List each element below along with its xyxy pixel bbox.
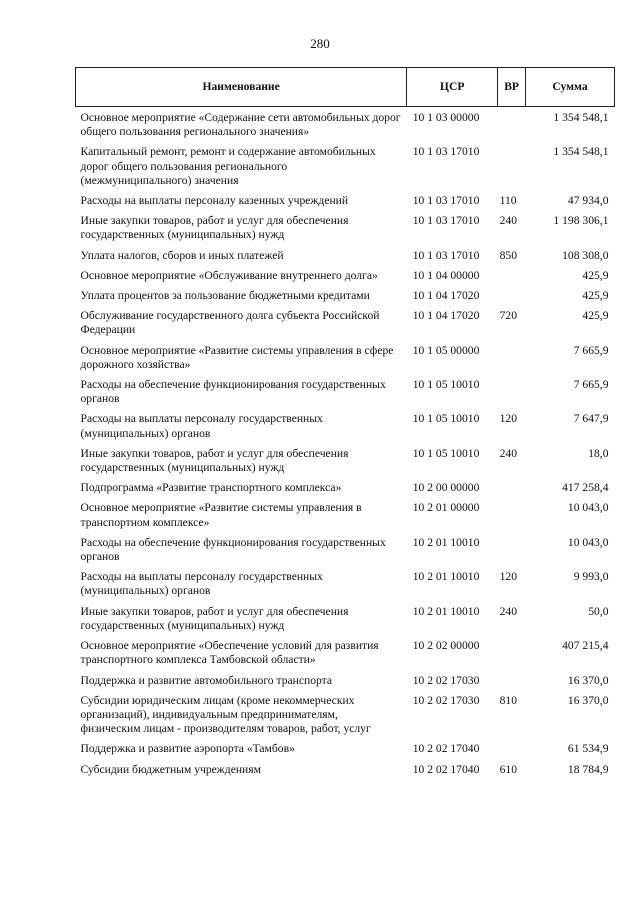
header-csr: ЦСР [407, 68, 498, 107]
table-row [76, 481, 615, 501]
row-csr-cell: 10 1 04 17020 [412, 289, 480, 303]
row-name-cell: Иные закупки товаров, работ и услуг для обеспечения государственных (муниципальных) нужд [80, 214, 349, 242]
row-name-cell: Основное мероприятие «Развитие системы управления в транспортном комплексе» [80, 501, 362, 529]
row-vr-cell [498, 742, 526, 762]
row-sum-cell: 50,0 [588, 604, 609, 618]
row-sum-cell: 18 784,9 [567, 762, 609, 776]
row-vr-cell: 610 [499, 762, 518, 776]
row-name-cell: Субсидии юридическим лицам (кроме некоммерческих организаций), индивидуальным предпринимателям, физическим лицам - производителям товаров, работ, услуг [80, 693, 371, 736]
row-csr-cell: 10 1 05 10010 [412, 446, 480, 460]
table-row [76, 309, 615, 343]
row-vr-cell [498, 344, 526, 378]
row-csr-cell: 10 1 03 17010 [412, 145, 480, 159]
row-sum-cell: 7 647,9 [573, 412, 609, 426]
table-row [76, 763, 615, 783]
row-csr-cell: 10 2 01 10010 [412, 570, 480, 584]
row-vr-cell: 120 [499, 412, 518, 426]
table-row [76, 412, 615, 446]
row-name-cell: Субсидии бюджетным учреждениям [80, 762, 261, 776]
row-vr-cell [498, 107, 526, 146]
row-csr-cell: 10 1 05 10010 [412, 378, 480, 392]
row-sum-cell: 10 043,0 [567, 535, 609, 549]
row-name-cell: Обслуживание государственного долга субъекта Российской Федерации [80, 309, 380, 337]
row-name-cell: Расходы на выплаты персоналу государственных (муниципальных) органов [80, 412, 323, 440]
table-row [76, 605, 615, 639]
row-csr-cell: 10 2 02 17040 [412, 762, 480, 776]
row-vr-cell [498, 639, 526, 673]
row-sum-cell: 16 370,0 [567, 693, 609, 707]
row-name-cell: Иные закупки товаров, работ и услуг для обеспечения государственных (муниципальных) нужд [80, 604, 349, 632]
row-csr-cell: 10 1 03 00000 [412, 111, 480, 124]
table-row [76, 674, 615, 694]
row-name-cell: Поддержка и развитие автомобильного транспорта [80, 673, 333, 687]
table-row [76, 194, 615, 214]
row-csr-cell: 10 2 01 10010 [412, 604, 480, 618]
row-name-cell: Уплата процентов за пользование бюджетными кредитами [80, 289, 370, 303]
row-name-cell: Основное мероприятие «Содержание сети автомобильных дорог общего пользования регионального значения» [80, 111, 401, 139]
table-row [76, 742, 615, 762]
row-csr-cell: 10 1 05 00000 [412, 343, 480, 357]
header-sum: Сумма [526, 68, 615, 107]
row-name-cell: Основное мероприятие «Развитие системы управления в сфере дорожного хозяйства» [80, 343, 394, 371]
row-sum-cell: 47 934,0 [567, 194, 609, 208]
row-name-cell: Капитальный ремонт, ремонт и содержание автомобильных дорог общего пользования регионального (межмуниципального) значения [80, 145, 376, 187]
table-row [76, 378, 615, 412]
row-name-cell: Расходы на выплаты персоналу казенных учреждений [80, 194, 349, 208]
table-row [76, 501, 615, 535]
row-name-cell: Поддержка и развитие аэропорта «Тамбов» [80, 742, 295, 756]
row-csr-cell: 10 1 03 17010 [412, 248, 480, 262]
row-sum-cell: 1 354 548,1 [553, 111, 609, 124]
row-csr-cell: 10 1 04 17020 [412, 309, 480, 323]
table-row [76, 694, 615, 743]
row-name-cell: Расходы на выплаты персоналу государственных (муниципальных) органов [80, 570, 323, 598]
row-sum-cell: 61 534,9 [567, 742, 609, 756]
row-sum-cell: 407 215,4 [562, 639, 609, 653]
page-number: 280 [310, 36, 330, 51]
row-vr-cell [498, 501, 526, 535]
row-sum-cell: 425,9 [582, 289, 609, 303]
row-name-cell: Расходы на обеспечение функционирования государственных органов [80, 535, 386, 564]
row-vr-cell: 240 [499, 214, 518, 228]
row-vr-cell [498, 289, 526, 309]
row-csr-cell: 10 2 02 17030 [412, 693, 480, 707]
row-vr-cell: 850 [499, 248, 518, 262]
header-name: Наименование [76, 68, 407, 107]
row-csr-cell: 10 1 05 10010 [412, 412, 480, 426]
table-row [76, 145, 615, 194]
budget-table [75, 67, 615, 783]
row-csr-cell: 10 2 01 00000 [412, 501, 480, 515]
row-csr-cell: 10 2 02 17030 [412, 673, 480, 687]
row-vr-cell: 120 [499, 570, 518, 584]
row-sum-cell: 7 665,9 [573, 378, 609, 392]
row-sum-cell: 1 354 548,1 [553, 145, 609, 159]
table-row [76, 344, 615, 378]
table-row [76, 249, 615, 269]
row-vr-cell [498, 378, 526, 412]
row-csr-cell: 10 1 03 17010 [412, 194, 480, 208]
row-name-cell: Расходы на обеспечение функционирования государственных органов [80, 378, 386, 406]
table-row [76, 570, 615, 604]
row-vr-cell [498, 481, 526, 501]
row-sum-cell: 417 258,4 [562, 481, 609, 495]
row-name-cell: Основное мероприятие «Обслуживание внутреннего долга» [80, 268, 378, 282]
row-sum-cell: 9 993,0 [573, 570, 609, 584]
row-vr-cell [498, 145, 526, 194]
header-vr: ВР [498, 68, 526, 107]
table-header [76, 68, 615, 107]
row-vr-cell: 810 [499, 693, 518, 707]
row-vr-cell [498, 269, 526, 289]
table-row [76, 289, 615, 309]
row-csr-cell: 10 1 04 00000 [412, 268, 480, 282]
row-name-cell: Уплата налогов, сборов и иных платежей [80, 248, 284, 262]
table-row [76, 536, 615, 570]
row-vr-cell: 240 [499, 604, 518, 618]
row-csr-cell: 10 2 00 00000 [412, 481, 480, 495]
row-sum-cell: 7 665,9 [573, 343, 609, 357]
table-row [76, 107, 615, 146]
row-sum-cell: 425,9 [582, 268, 609, 282]
table-row [76, 214, 615, 248]
row-name-cell: Подпрограмма «Развитие транспортного комплекса» [80, 481, 342, 495]
row-sum-cell: 108 308,0 [562, 248, 609, 262]
row-sum-cell: 1 198 306,1 [553, 214, 609, 228]
row-vr-cell [498, 674, 526, 694]
table-row [76, 447, 615, 481]
row-vr-cell: 720 [499, 309, 518, 323]
row-sum-cell: 18,0 [588, 446, 609, 460]
row-vr-cell: 110 [499, 194, 517, 208]
table-row [76, 639, 615, 673]
row-vr-cell: 240 [499, 446, 518, 460]
row-vr-cell [498, 536, 526, 570]
table-row [76, 269, 615, 289]
row-sum-cell: 10 043,0 [567, 501, 609, 515]
row-csr-cell: 10 1 03 17010 [412, 214, 480, 228]
row-name-cell: Основное мероприятие «Обеспечение условий для развития транспортного комплекса Тамбовской области» [80, 639, 379, 667]
row-csr-cell: 10 2 01 10010 [412, 535, 480, 549]
row-csr-cell: 10 2 02 17040 [412, 742, 480, 756]
row-sum-cell: 425,9 [582, 309, 609, 323]
row-name-cell: Иные закупки товаров, работ и услуг для обеспечения государственных (муниципальных) нужд [80, 446, 349, 475]
row-csr-cell: 10 2 02 00000 [412, 639, 480, 653]
table-body [76, 107, 615, 783]
row-sum-cell: 16 370,0 [567, 673, 609, 687]
